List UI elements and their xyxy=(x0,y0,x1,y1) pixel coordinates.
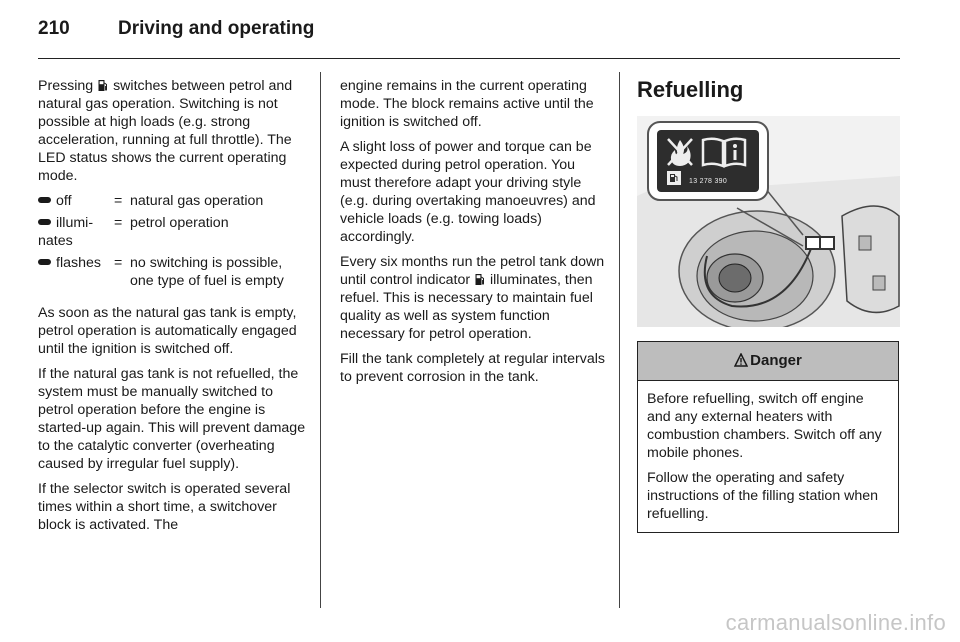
paragraph: engine remains in the current operating mode. The block remains active until the ignition is switched off. xyxy=(340,78,594,130)
column-2 xyxy=(340,77,605,393)
column-1 xyxy=(38,77,306,541)
page-number: 210 xyxy=(38,18,70,39)
column-3 xyxy=(637,77,900,533)
column-divider-1 xyxy=(320,72,321,608)
fuel-pump-icon xyxy=(667,171,681,185)
paragraph: As soon as the natural gas tank is empty, petrol operation is automatically engaged until the ignition is switched off. xyxy=(38,305,297,357)
chapter-title: Driving and operating xyxy=(118,18,315,39)
paragraph: Every six months run the petrol tank down until control indicator illuminates, then refuel. This is necessary to maintain fuel quality as well as system function necessary for petrol operation. xyxy=(340,254,605,342)
label-code: 13 278 390 xyxy=(689,178,728,185)
page-header xyxy=(38,18,314,40)
fuel-filler-figure xyxy=(637,116,900,327)
paragraph: Fill the tank completely at regular intervals to prevent corrosion in the tank. xyxy=(340,351,605,385)
paragraph: Follow the operating and safety instructions of the filling station when refuelling. xyxy=(647,470,879,522)
paragraph: A slight loss of power and torque can be expected during petrol operation. You must therefore adapt your driving style (e.g. during overtaking manoeuvres) and vehicle loads (e.g. towing loads) accordingly. xyxy=(340,139,596,245)
danger-box xyxy=(637,341,899,533)
danger-title: Danger xyxy=(750,352,802,369)
manual-book-icon xyxy=(700,136,748,168)
table-row: off = natural gas operation xyxy=(38,192,306,214)
fuel-pump-icon xyxy=(475,273,485,286)
led-icon xyxy=(38,197,51,203)
led-status-table xyxy=(38,192,306,294)
paragraph: Before refuelling, switch off engine and any external heaters with combustion chambers. Switch off any mobile phones. xyxy=(647,391,882,461)
paragraph: If the natural gas tank is not refuelled, the system must be manually switched to petrol operation before the engine is started-up again. This will prevent damage to the catalytic converter (overheating caused by irregular fuel supply). xyxy=(38,366,306,472)
paragraph: If the selector switch is operated several times within a short time, a switchover block is activated. The xyxy=(38,481,291,533)
danger-body xyxy=(638,381,898,532)
paragraph: Pressing switches between petrol and natural gas operation. Switching is not possible at high loads (e.g. strong acceleration, running at full throttle). The LED status shows the current operating mode. xyxy=(38,78,293,184)
led-icon xyxy=(38,259,51,265)
warning-triangle-icon xyxy=(734,353,748,367)
table-row: flashes = no switching is possible, one type of fuel is empty xyxy=(38,254,306,294)
table-row: illumi-nates = petrol operation xyxy=(38,215,229,249)
header-rule xyxy=(38,58,900,59)
no-fire-icon xyxy=(665,136,695,168)
danger-header xyxy=(638,342,898,381)
led-icon xyxy=(38,219,51,225)
watermark: carmanualsonline.info xyxy=(725,610,946,635)
section-heading: Refuelling xyxy=(637,77,744,102)
column-divider-2 xyxy=(619,72,620,608)
fuel-pump-icon xyxy=(98,79,108,92)
